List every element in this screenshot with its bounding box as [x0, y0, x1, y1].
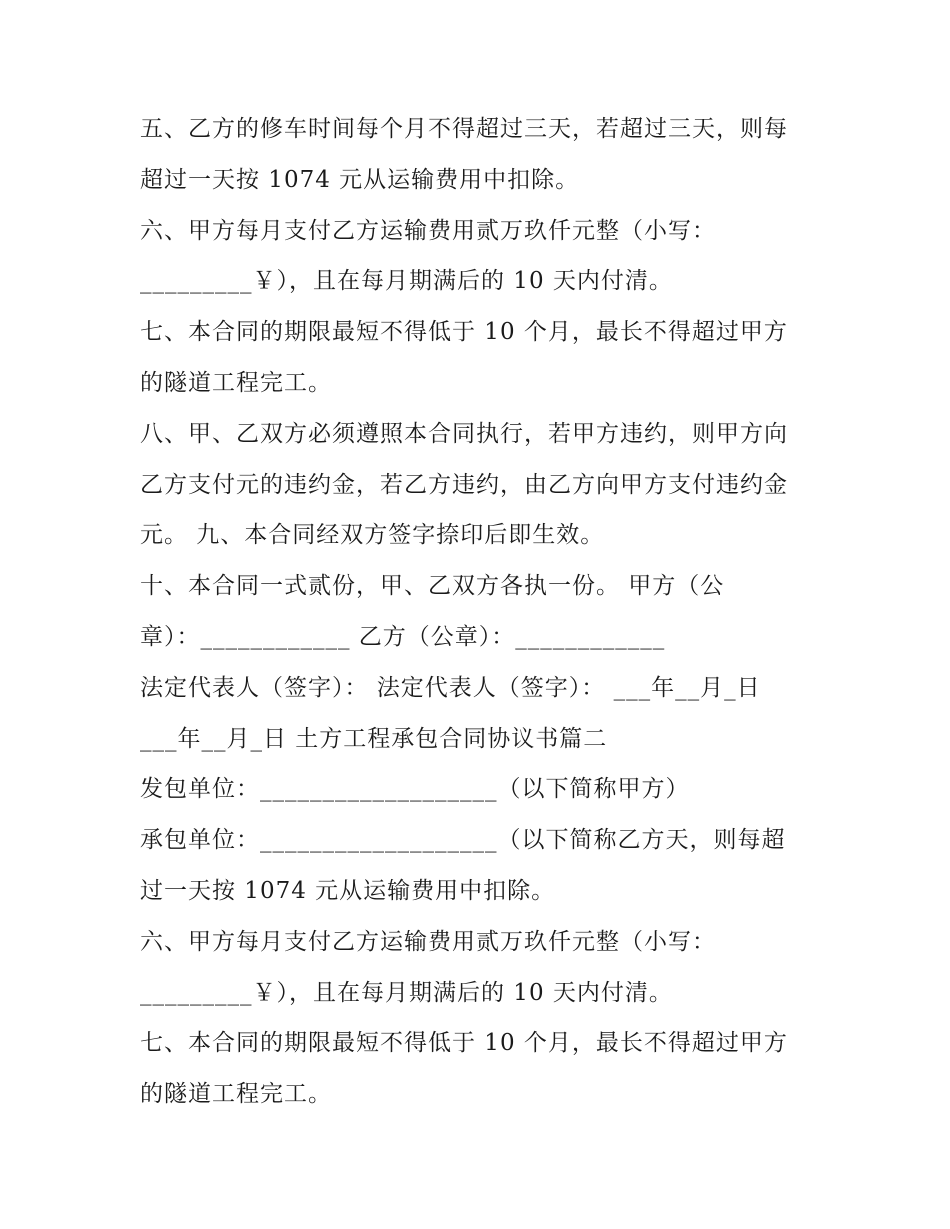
text-line: 六、甲方每月支付乙方运输费用贰万玖仟元整（小写： [140, 217, 716, 244]
text-line: 发包单位：___________________（以下简称甲方） [140, 776, 690, 803]
text-line: 七、本合同的期限最短不得低于 10 个月，最长不得超过甲方 [140, 319, 788, 346]
document-body [140, 104, 820, 1120]
text-line: 六、甲方每月支付乙方运输费用贰万玖仟元整（小写： [140, 928, 716, 955]
text-line: _________￥），且在每月期满后的 10 天内付清。 [140, 979, 673, 1006]
text-line: 七、本合同的期限最短不得低于 10 个月，最长不得超过甲方 [140, 1030, 788, 1057]
text-line: 过一天按 1074 元从运输费用中扣除。 [140, 877, 556, 904]
text-line: 五、乙方的修车时间每个月不得超过三天，若超过三天，则每 [140, 116, 788, 142]
text-line: 章）：____________ 乙方（公章）：____________ [140, 623, 666, 650]
text-line: 超过一天按 1074 元从运输费用中扣除。 [140, 166, 580, 193]
text-line: 承包单位：___________________（以下简称乙方天，则每超 [140, 827, 786, 854]
text-line: 的隧道工程完工。 [140, 369, 332, 396]
text-line: 乙方支付元的违约金，若乙方违约，由乙方向甲方支付违约金 [140, 471, 788, 498]
text-line: _________￥），且在每月期满后的 10 天内付清。 [140, 268, 673, 295]
text-line: ___年__月_日 土方工程承包合同协议书篇二 [140, 725, 608, 752]
text-line: 的隧道工程完工。 [140, 1081, 332, 1108]
text-line: 十、本合同一式贰份，甲、乙双方各执一份。 甲方（公 [140, 573, 725, 600]
text-line: 法定代表人（签字）： 法定代表人（签字）： ___年__月_日 [140, 674, 761, 701]
text-line: 元。 九、本合同经双方签字捺印后即生效。 [140, 522, 605, 549]
text-line: 八、甲、乙双方必须遵照本合同执行，若甲方违约，则甲方向 [140, 420, 788, 447]
